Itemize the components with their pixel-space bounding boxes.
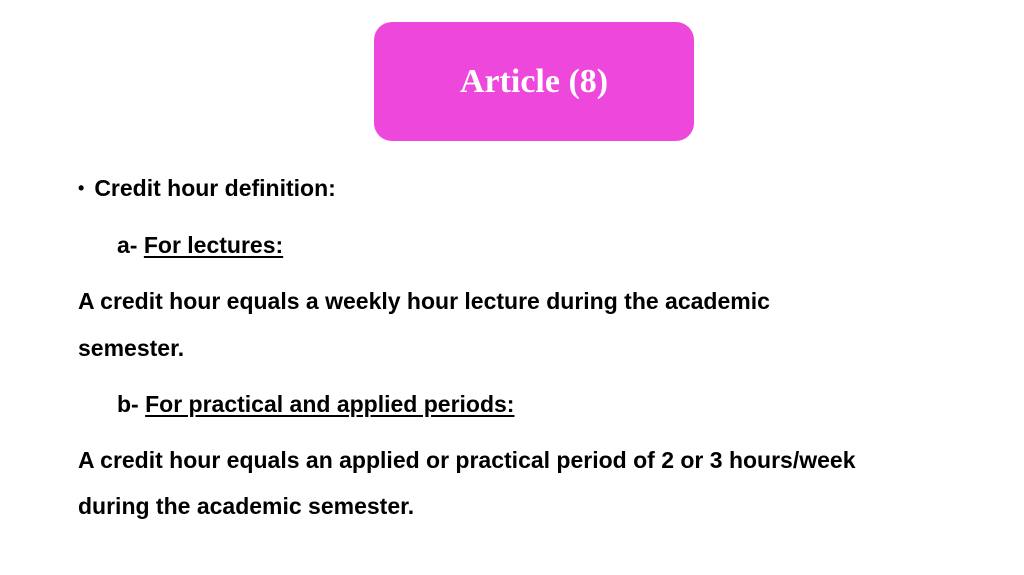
- bullet-item: [78, 174, 336, 202]
- section-b-heading-line: [117, 390, 514, 418]
- section-a-body-line2: semester.: [78, 335, 185, 361]
- section-a-prefix: a-: [117, 232, 144, 258]
- slide-title: Article (8): [459, 62, 609, 100]
- section-b-heading: For practical and applied periods:: [145, 391, 515, 417]
- section-a-heading: For lectures:: [143, 232, 284, 258]
- bullet-dot-icon: •: [78, 178, 85, 198]
- section-b-body-line2: during the academic semester.: [78, 493, 415, 519]
- section-a-body-line1: A credit hour equals a weekly hour lecture during the academic: [78, 288, 770, 314]
- title-box: [374, 22, 694, 141]
- section-b-body-line1: A credit hour equals an applied or practical period of 2 or 3 hours/week: [78, 447, 856, 473]
- section-a-heading-line: [117, 231, 283, 259]
- bullet-text: Credit hour definition:: [94, 175, 336, 201]
- section-b-prefix: b-: [117, 391, 146, 417]
